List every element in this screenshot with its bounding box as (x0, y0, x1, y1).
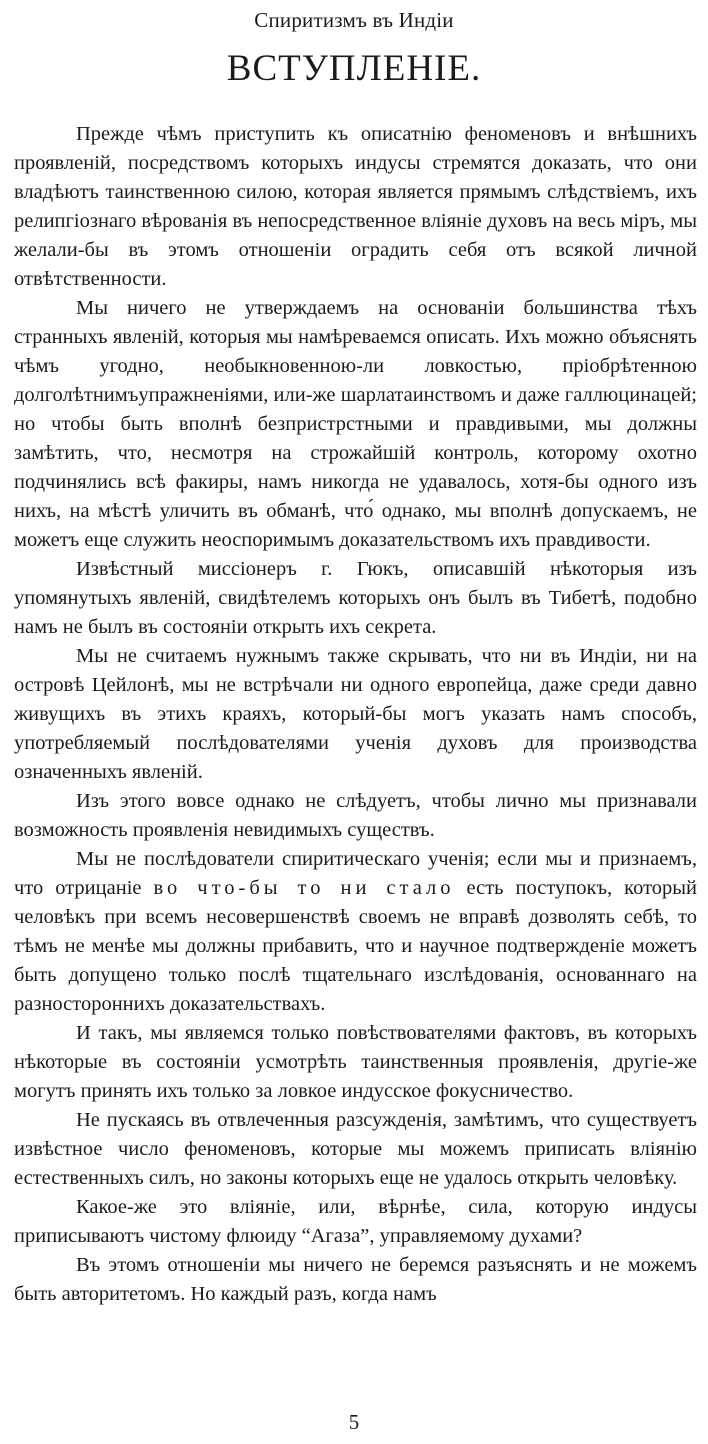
paragraph: Извѣстный миссіонеръ г. Гюкъ, описавшій нѣкоторыя изъ упомянутыхъ явленій, свидѣтелемъ которыхъ онъ былъ въ Тибетѣ, подобно намъ не былъ въ состояніи открыть ихъ секрета. (14, 558, 697, 638)
chapter-title: ВСТУПЛЕНІЕ. (226, 48, 482, 89)
paragraph-text: есть поступокъ, который человѣкъ при всемъ несовершенствѣ своемъ не вправѣ дозволять себѣ, то тѣмъ не менѣе мы должны прибавить, что и научное подтвержденіе можетъ быть допущено только послѣ тщательнаго изслѣдованія, основаннаго на разностороннихъ доказательствахъ. (14, 877, 698, 1015)
paragraph (14, 845, 697, 1019)
running-title: Спиритизмъ въ Индіи (254, 8, 454, 32)
paragraph: И такъ, мы являемся только повѣствователями фактовъ, въ которыхъ нѣкоторые въ состояніи усмотрѣть таинственныя проявленія, другіе-же могутъ принять ихъ только за ловкое индусское фокусничество. (14, 1022, 697, 1102)
paragraph: Не пускаясь въ отвлеченныя разсужденія, замѣтимъ, что существуетъ извѣстное число феноменовъ, которые мы можемъ приписать вліянію естественныхъ силъ, но законы которыхъ еще не удалось открыть человѣку. (14, 1109, 697, 1189)
paragraph: Прежде чѣмъ приступить къ описатнію феноменовъ и внѣшнихъ проявленій, посредствомъ которыхъ индусы стремятся доказать, что они владѣютъ таинственною силою, которая является прямымъ слѣдствіемъ, ихъ релипгіознаго вѣрованія въ непосредственное вліяніе духовъ на весь міръ, мы желали-бы въ этомъ отношеніи оградить себя отъ всякой личной отвѣтственности. (14, 123, 697, 290)
paragraph: Мы ничего не утверждаемъ на основаніи большинства тѣхъ странныхъ явленій, которыя мы намѣреваемся описать. Ихъ можно объяснять чѣмъ угодно, необыкновенною-ли ловкостью, пріобрѣтенною долголѣтнимъупражненіями, или-же шарлатаинствомъ и даже галлюцинацей; но чтобы быть вполнѣ безпристрстными и правдивыми, мы должны замѣтить, что, несмотря на строжайшій контроль, которому охотно подчинялись всѣ факиры, намъ никогда не удавалось, хотя-бы одного изъ нихъ, на мѣстѣ уличить въ обманѣ, что́ однако, мы вполнѣ допускаемъ, не можетъ еще служить неоспоримымъ доказательствомъ ихъ правдивости. (14, 297, 697, 551)
paragraph: Въ этомъ отношеніи мы ничего не беремся разъяснять и не можемъ быть авторитетомъ. Но каждый разъ, когда намъ (14, 1254, 697, 1305)
spaced-emphasis: во что-бы то ни стало (153, 877, 455, 899)
paragraph: Мы не считаемъ нужнымъ также скрывать, что ни въ Индіи, ни на островѣ Цейлонѣ, мы не встрѣчали ни одного европейца, даже среди давно живущихъ въ этихъ краяхъ, который-бы могъ указать намъ способъ, употребляемый послѣдователями ученія духовъ для производства означенныхъ явленій. (14, 645, 697, 783)
paragraph-text: Мы не послѣдователи спиритическаго ученія; если мы и признаемъ, что отрицаніе (14, 848, 697, 899)
paragraph: Какое-же это вліяніе, или, вѣрнѣе, сила, которую индусы приписываютъ чистому флюиду “Агаза”, управляемому духами? (14, 1196, 697, 1247)
page-number: 5 (348, 1410, 360, 1434)
paragraph: Изъ этого вовсе однако не слѣдуетъ, чтобы лично мы признавали возможность проявленія невидимыхъ существъ. (14, 790, 697, 841)
text-body (14, 120, 697, 1309)
